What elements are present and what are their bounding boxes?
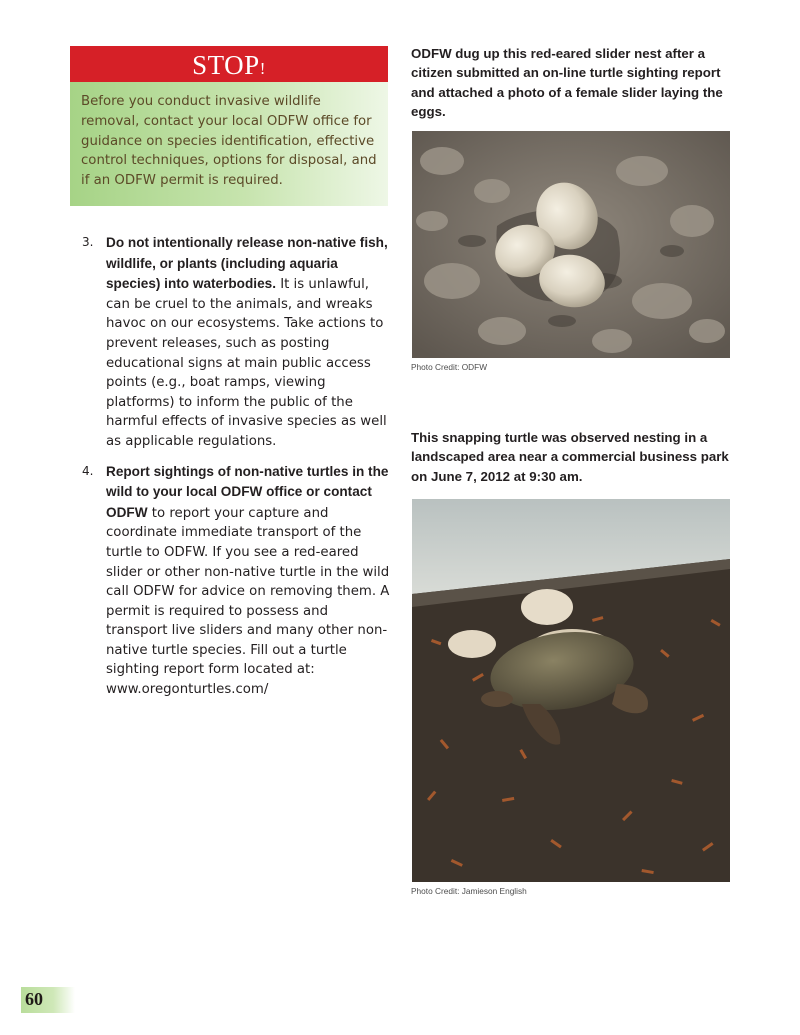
snapping-turtle-photo xyxy=(412,499,730,882)
page-number-badge xyxy=(21,987,75,1013)
list-item-text: to report your capture and coordinate immediate transport of the turtle to ODFW. If you see a red-eared slider or other non-native turtle in the wild call ODFW for advice on removing them. A permit is required to possess and transport live sliders and many other non-native turtle species. Fill out a turtle sighting report form located at: www.oregonturtles.com/ xyxy=(106,505,390,698)
list-item-3 xyxy=(78,233,393,452)
list-item-bold: Do not intentionally release non-native fish, wildlife, or plants (including aquaria species) into waterbodies. xyxy=(106,235,388,292)
figure-caption: This snapping turtle was observed nesting in a landscaped area near a commercial business park on June 7, 2012 at 9:30 am. xyxy=(411,430,729,484)
stop-exclamation: ! xyxy=(259,59,266,78)
list-item-4 xyxy=(78,462,393,700)
stop-header xyxy=(70,46,388,82)
list-number: 3. xyxy=(82,235,94,249)
stop-body xyxy=(70,82,388,206)
stop-callout xyxy=(70,46,388,206)
stop-text: Before you conduct invasive wildlife removal, contact your local ODFW office for guidance on species identification, effective control techniques, options for disposal, and if an ODFW permit is required. xyxy=(81,94,377,189)
list-item-text: It is unlawful, can be cruel to the animals, and wreaks havoc on our ecosystems. Take actions to prevent releases, such as posting educational signs at main public access points (e.g., boat ramps, viewing platforms) to inform the public of the harmful effects of invasive species as well as applicable regulations. xyxy=(106,277,387,449)
figure-caption: ODFW dug up this red-eared slider nest after a citizen submitted an on-line turtle sighting report and attached a photo of a female slider laying the eggs. xyxy=(411,46,723,120)
numbered-list xyxy=(78,233,393,700)
page-number: 60 xyxy=(25,989,43,1009)
list-item-bold: Report sightings of non-native turtles in the wild to your local ODFW office or contact ODFW xyxy=(106,463,389,520)
photo-credit: Photo Credit: Jamieson English xyxy=(411,886,527,896)
list-number: 4. xyxy=(82,463,94,478)
turtle-nest-eggs-photo xyxy=(412,131,730,358)
photo-credit: Photo Credit: ODFW xyxy=(411,362,488,372)
stop-title: STOP xyxy=(192,50,260,80)
